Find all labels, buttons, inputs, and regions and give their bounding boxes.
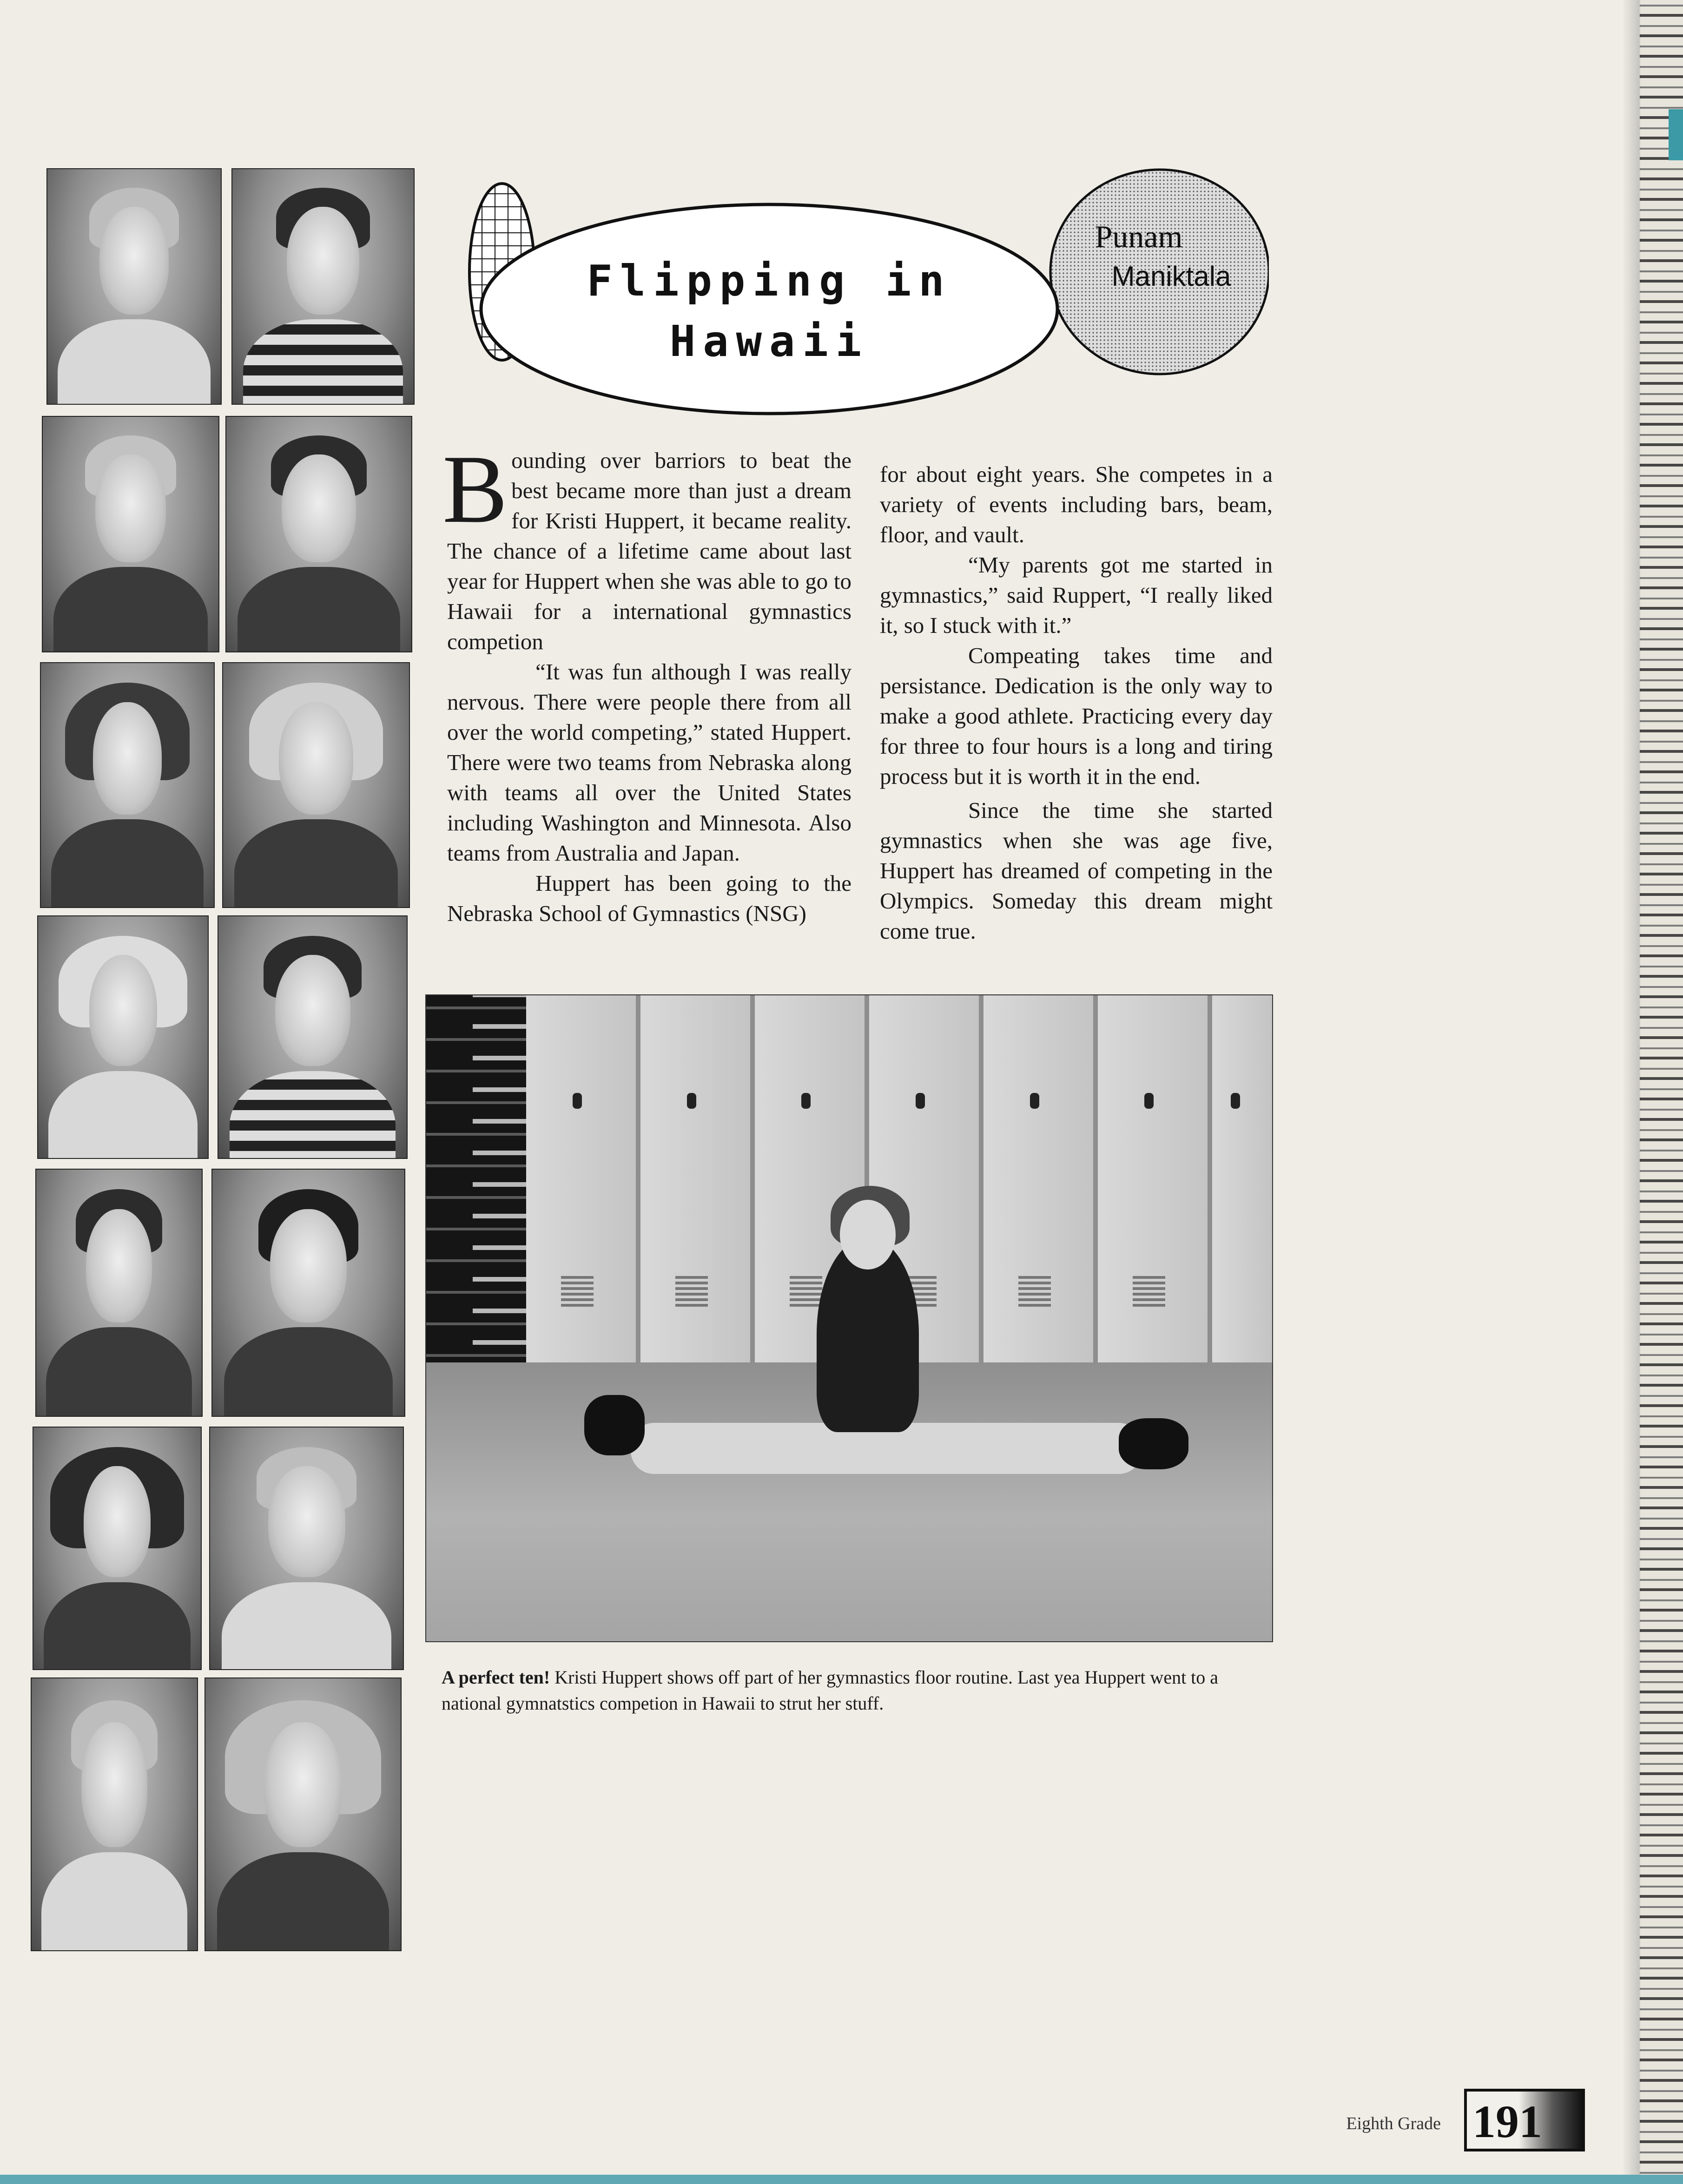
gymnast-photo (425, 994, 1273, 1642)
student-portrait (211, 1169, 405, 1417)
paragraph: Huppert has been going to the Nebraska School of Gymnastics (NSG) (447, 870, 851, 926)
caption-text: Kristi Huppert shows off part of her gymnastics floor routine. Last yea Huppert went to a national gymnatstics competion in Hawaii to strut her stuff. (442, 1667, 1219, 1714)
caption-lead: A perfect ten! (442, 1667, 550, 1688)
photo-caption (442, 1664, 1269, 1717)
student-portrait (40, 662, 215, 908)
student-portrait (222, 662, 410, 908)
author-last-name: Maniktala (1111, 261, 1231, 292)
paragraph: “It was fun although I was really nervous. There were people there from all over the world competing,” stated Huppert. There were two teams from Nebraska along with teams all over the United States including Washington and Minnesota. Also teams from Australia and Japan. (447, 659, 851, 866)
article-column-right (880, 459, 1273, 946)
student-portrait (209, 1427, 404, 1670)
student-portrait (35, 1169, 203, 1417)
student-portrait (37, 915, 209, 1159)
book-binding (1640, 0, 1683, 2184)
article-column-left (442, 435, 851, 928)
student-portrait (42, 416, 219, 652)
student-portrait (205, 1677, 402, 1951)
teal-tab (1669, 109, 1683, 160)
student-portrait (31, 1677, 198, 1951)
paragraph: Since the time she started gymnastics when she was age five, Huppert has dreamed of competing in the Olympics. Someday this dream might come true. (880, 797, 1273, 944)
page-number: 191 (1472, 2096, 1542, 2147)
student-portrait (231, 168, 415, 405)
page-number-box (1464, 2089, 1585, 2151)
paragraph: for about eight years. She competes in a variety of events including bars, beam, floor, and vault. (880, 461, 1273, 547)
binding-shadow (1622, 0, 1641, 2184)
section-label: Eighth Grade (1346, 2114, 1441, 2133)
drop-cap: B (442, 435, 508, 543)
bottom-edge-strip (0, 2175, 1683, 2184)
student-portrait (218, 915, 408, 1159)
article-title: Flipping in Hawaii (587, 256, 952, 366)
student-portrait (33, 1427, 202, 1670)
paragraph: “My parents got me started in gymnastics,” said Ruppert, “I really liked it, so I stuck with it.” (880, 552, 1273, 638)
paragraph: ounding over barriors to beat the best became more than just a dream for Kristi Huppert, it became reality. The chance of a lifetime came about last year for Huppert when she was able to go to Hawaii for a international gymnastics competion (447, 447, 851, 654)
student-portrait (225, 416, 412, 652)
paragraph: Compeating takes time and persistance. Dedication is the only way to make a good athlete. Practicing every day for three to four hours is a long and tiring process but it is worth it in the end. (880, 643, 1273, 789)
student-portrait (46, 168, 222, 405)
author-first-name: Punam (1095, 219, 1183, 254)
